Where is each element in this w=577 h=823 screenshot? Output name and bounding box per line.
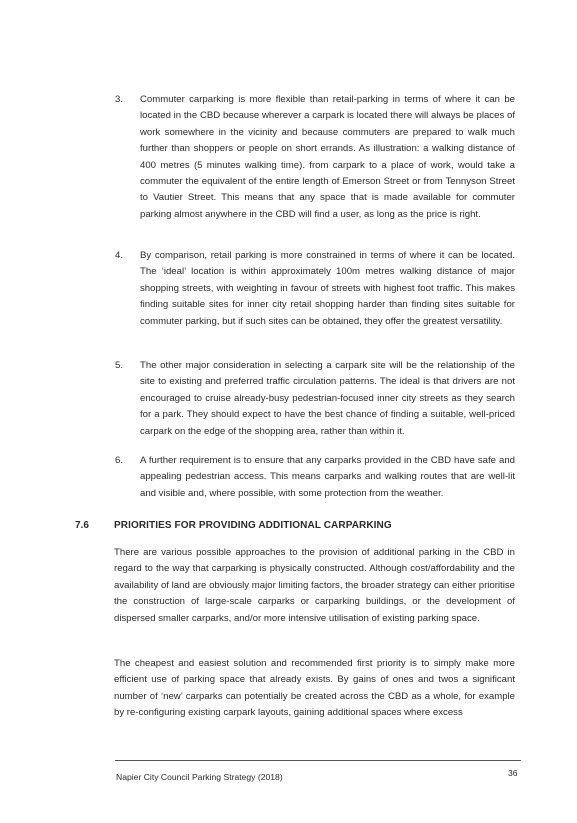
section-heading: PRIORITIES FOR PROVIDING ADDITIONAL CARPARKING [114, 520, 392, 531]
footer-divider [115, 760, 521, 761]
item-text: Commuter carparking is more flexible than retail-parking in terms of where it can be located in the CBD because wherever a carpark is located there will always be places of work somewhere in the vicinity and because commuters are prepared to walk much further than shoppers or people on short errands. As illustration: a walking distance of 400 metres (5 minutes walking time). from carpark to a place of work, would take a commuter the equivalent of the entire length of Emerson Street or from Tennyson Street to Vautier Street. This means that any space that is made available for commuter parking almost anywhere in the CBD will find a user, as long as the price is right. [140, 94, 515, 220]
item-text: The other major consideration in selecting a carpark site will be the relationship of the site to existing and preferred traffic circulation patterns. The ideal is that drivers are not encouraged to cruise already-busy pedestrian-focused inner city streets as they search for a park. They should expect to have the best chance of finding a suitable, well-priced carpark on the edge of the shopping area, rather than within it. [140, 360, 515, 437]
item-text: By comparison, retail parking is more constrained in terms of where it can be located. The ‘ideal’ location is within approximately 100m metres walking distance of major shopping streets, with weighting in favour of streets with highest foot traffic. This makes finding suitable sites for inner city retail shopping harder than finding sites suitable for commuter parking, but if such sites can be obtained, they offer the greatest versatility. [140, 250, 515, 327]
section-number: 7.6 [75, 520, 89, 531]
item-number: 6. [115, 455, 124, 466]
item-number: 4. [115, 250, 124, 261]
body-paragraph: There are various possible approaches to the provision of additional parking in the CBD in regard to the way that carparking is physically constructed. Although cost/affordability and the availability of land are obviously major limiting factors, the broader strategy can either prioritise the construction of large-scale carparks or carparking buildings, or the development of dispersed smaller carparks, and/or more intensive utilisation of existing parking space. [114, 547, 515, 624]
page-number: 36 [508, 768, 518, 778]
item-text: A further requirement is to ensure that any carparks provided in the CBD have safe and appealing pedestrian access. This means carparks and walking routes that are well-lit and visible and, where possible, with some protection from the weather. [140, 455, 515, 499]
body-paragraph: The cheapest and easiest solution and recommended first priority is to simply make more efficient use of parking space that already exists. By gains of ones and twos a significant number of ‘new’ carparks can potentially be created across the CBD as a whole, for example by re-configuring existing carpark layouts, gaining additional spaces where excess [114, 658, 515, 719]
item-number: 5. [115, 360, 124, 371]
item-number: 3. [115, 94, 124, 105]
footer-document-title: Napier City Council Parking Strategy (2018) [116, 772, 283, 782]
